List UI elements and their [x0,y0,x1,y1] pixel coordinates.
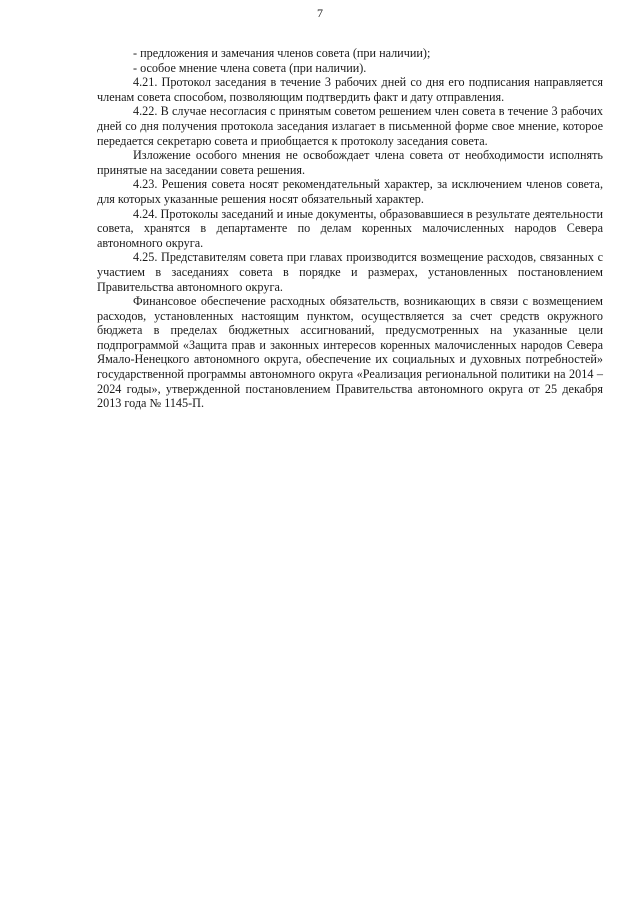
paragraph-4-21: 4.21. Протокол заседания в течение 3 рабочих дней со дня его подписания направляется членам совета способом, позволяющим подтвердить факт и дату отправления. [97,75,603,104]
paragraph-4-25-financing: Финансовое обеспечение расходных обязательств, возникающих в связи с возмещением расходов, установленных настоящим пунктом, осуществляется за счет средств окружного бюджета в пределах бюджетных ассигнований, предусмотренных на указанные цели подпрограммой «Защита прав и законных интересов коренных малочисленных народов Севера Ямало-Ненецкого автономного округа, обеспечение их социальных и духовных потребностей» государственной программы автономного округа «Реализация региональной политики на 2014 – 2024 годы», утвержденной постановлением Правительства автономного округа от 25 декабря 2013 года № 1145-П. [97,294,603,411]
list-item-dissenting-opinion: - особое мнение члена совета (при наличии). [133,60,367,75]
paragraph-4-24: 4.24. Протоколы заседаний и иные документы, образовавшиеся в результате деятельности совета, хранятся в департаменте по делам коренных малочисленных народов Севера автономного округа. [97,206,603,250]
list-item-suggestions: - предложения и замечания членов совета (при наличии); [133,46,431,60]
document-body [97,46,603,411]
paragraph-4-22: 4.22. В случае несогласия с принятым советом решением член совета в течение 3 рабочих дней со дня получения протокола заседания излагает в письменной форме свое мнение, которое передается секретарю совета и приобщается к протоколу заседания совета. [97,104,603,148]
paragraph-4-25: 4.25. Представителям совета при главах производится возмещение расходов, связанных с участием в заседаниях совета в порядке и размерах, установленных постановлением Правительства автономного округа. [97,250,603,294]
paragraph-4-23: 4.23. Решения совета носят рекомендательный характер, за исключением членов совета, для которых указанные решения носят обязательный характер. [97,177,603,206]
page-number: 7 [317,6,323,20]
paragraph-4-22-continued: Изложение особого мнения не освобождает члена совета от необходимости исполнять принятые на заседании совета решения. [97,148,603,177]
